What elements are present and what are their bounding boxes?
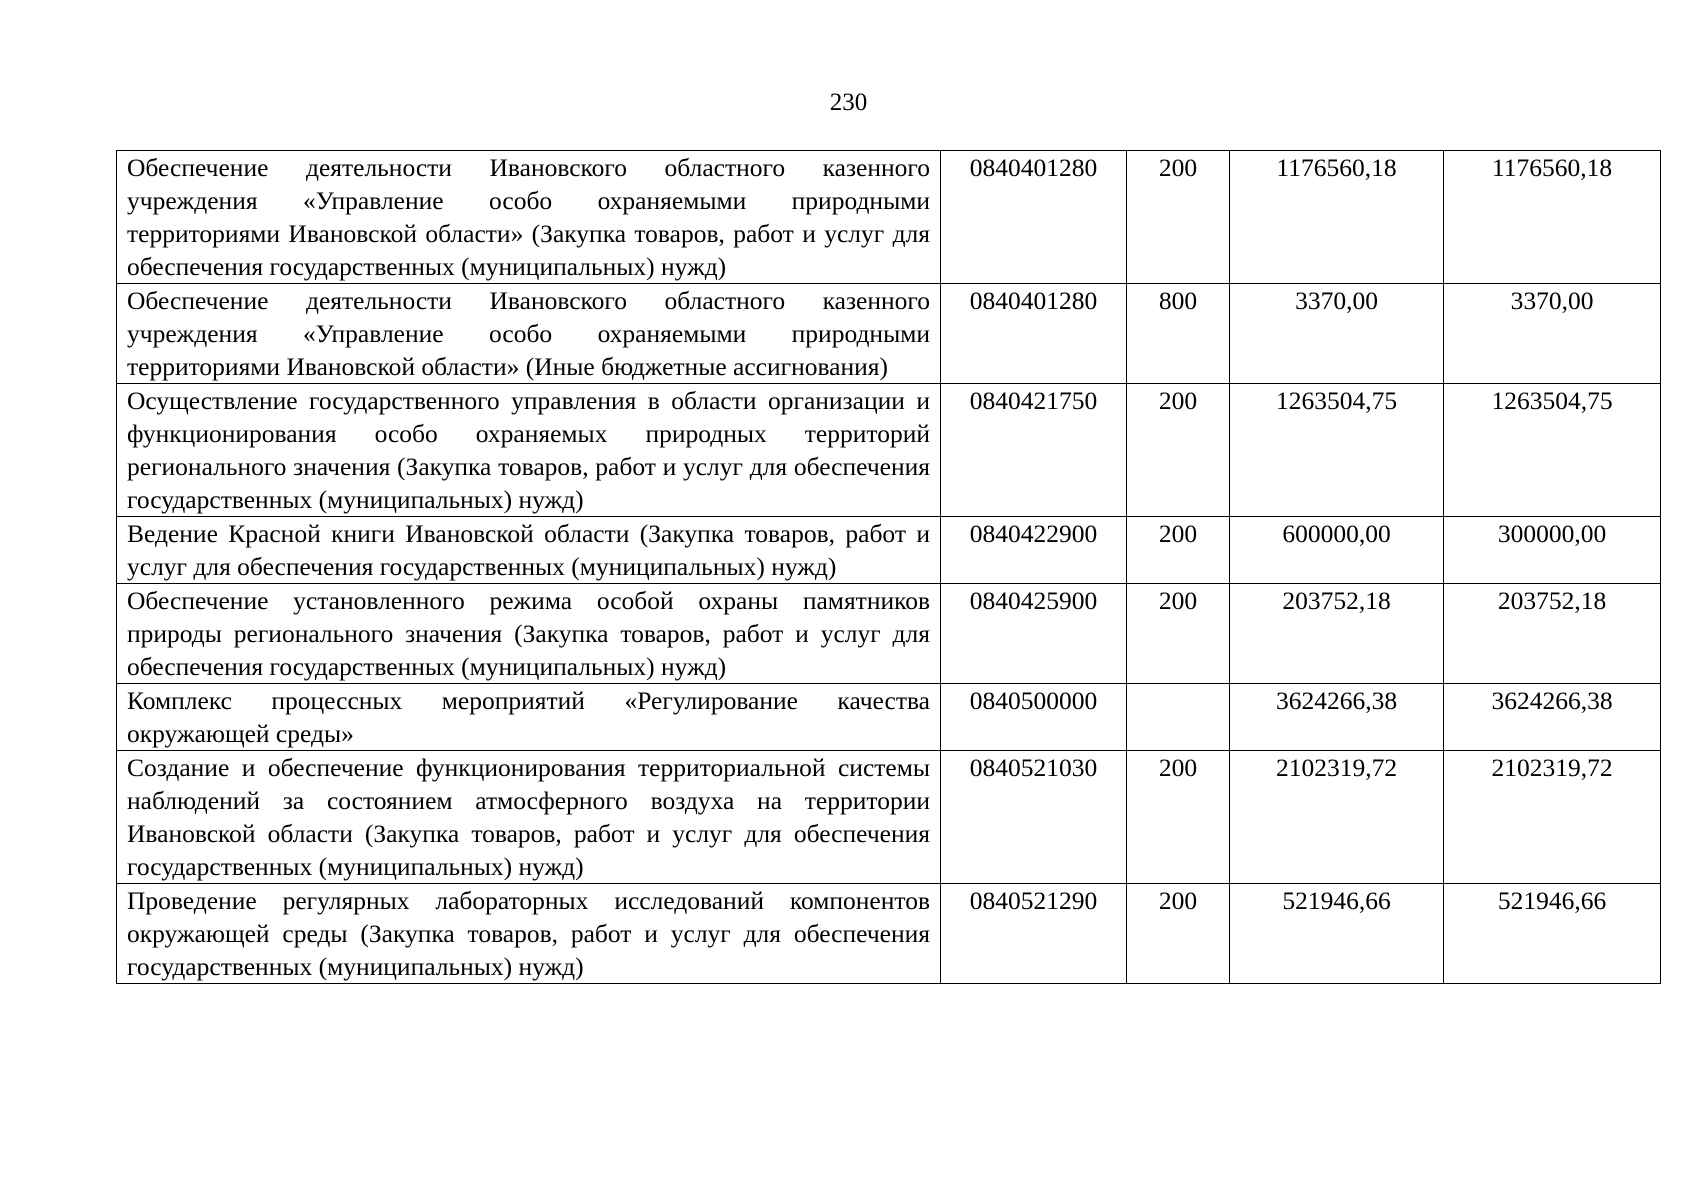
row-amount-1: 1263504,75 [1230,384,1444,517]
row-target-code: 0840421750 [941,384,1127,517]
row-amount-1: 3624266,38 [1230,684,1444,751]
row-target-code: 0840401280 [941,151,1127,284]
table-row [117,151,1661,284]
row-expense-type: 200 [1127,384,1230,517]
row-amount-2: 521946,66 [1444,884,1661,984]
row-amount-1: 1176560,18 [1230,151,1444,284]
row-expense-type [1127,684,1230,751]
table-row [117,584,1661,684]
row-target-code: 0840425900 [941,584,1127,684]
row-amount-2: 2102319,72 [1444,751,1661,884]
row-target-code: 0840500000 [941,684,1127,751]
row-expense-type: 200 [1127,751,1230,884]
row-amount-2: 3624266,38 [1444,684,1661,751]
row-description: Создание и обеспечение функционирования территориальной системы наблюдений за состоянием атмосферного воздуха на территории Ивановской области (Закупка товаров, работ и услуг для обеспечения государственных (муниципальных) нужд) [117,751,941,884]
row-amount-1: 600000,00 [1230,517,1444,584]
row-expense-type: 200 [1127,884,1230,984]
row-amount-2: 300000,00 [1444,517,1661,584]
table-row [117,884,1661,984]
row-description: Комплекс процессных мероприятий «Регулирование качества окружающей среды» [117,684,941,751]
row-description: Обеспечение деятельности Ивановского областного казенного учреждения «Управление особо охраняемыми природными территориями Ивановской области» (Иные бюджетные ассигнования) [117,284,941,384]
row-description: Обеспечение установленного режима особой охраны памятников природы регионального значения (Закупка товаров, работ и услуг для обеспечения государственных (муниципальных) нужд) [117,584,941,684]
row-amount-1: 2102319,72 [1230,751,1444,884]
row-description: Ведение Красной книги Ивановской области (Закупка товаров, работ и услуг для обеспечения государственных (муниципальных) нужд) [117,517,941,584]
row-expense-type: 800 [1127,284,1230,384]
row-amount-1: 203752,18 [1230,584,1444,684]
table-row [117,384,1661,517]
row-target-code: 0840422900 [941,517,1127,584]
row-expense-type: 200 [1127,517,1230,584]
row-target-code: 0840401280 [941,284,1127,384]
row-target-code: 0840521030 [941,751,1127,884]
row-description: Осуществление государственного управления в области организации и функционирования особо охраняемых природных территорий регионального значения (Закупка товаров, работ и услуг для обеспечения государственных (муниципальных) нужд) [117,384,941,517]
row-expense-type: 200 [1127,151,1230,284]
row-amount-2: 1263504,75 [1444,384,1661,517]
row-description: Обеспечение деятельности Ивановского областного казенного учреждения «Управление особо охраняемыми природными территориями Ивановской области» (Закупка товаров, работ и услуг для обеспечения государственных (муниципальных) нужд) [117,151,941,284]
budget-table [116,150,1661,984]
table-row [117,684,1661,751]
row-amount-2: 1176560,18 [1444,151,1661,284]
row-amount-1: 521946,66 [1230,884,1444,984]
row-expense-type: 200 [1127,584,1230,684]
row-amount-2: 3370,00 [1444,284,1661,384]
row-amount-1: 3370,00 [1230,284,1444,384]
row-target-code: 0840521290 [941,884,1127,984]
row-description: Проведение регулярных лабораторных исследований компонентов окружающей среды (Закупка товаров, работ и услуг для обеспечения государственных (муниципальных) нужд) [117,884,941,984]
table-row [117,284,1661,384]
table-row [117,517,1661,584]
page-number: 230 [829,89,868,116]
table-row [117,751,1661,884]
row-amount-2: 203752,18 [1444,584,1661,684]
